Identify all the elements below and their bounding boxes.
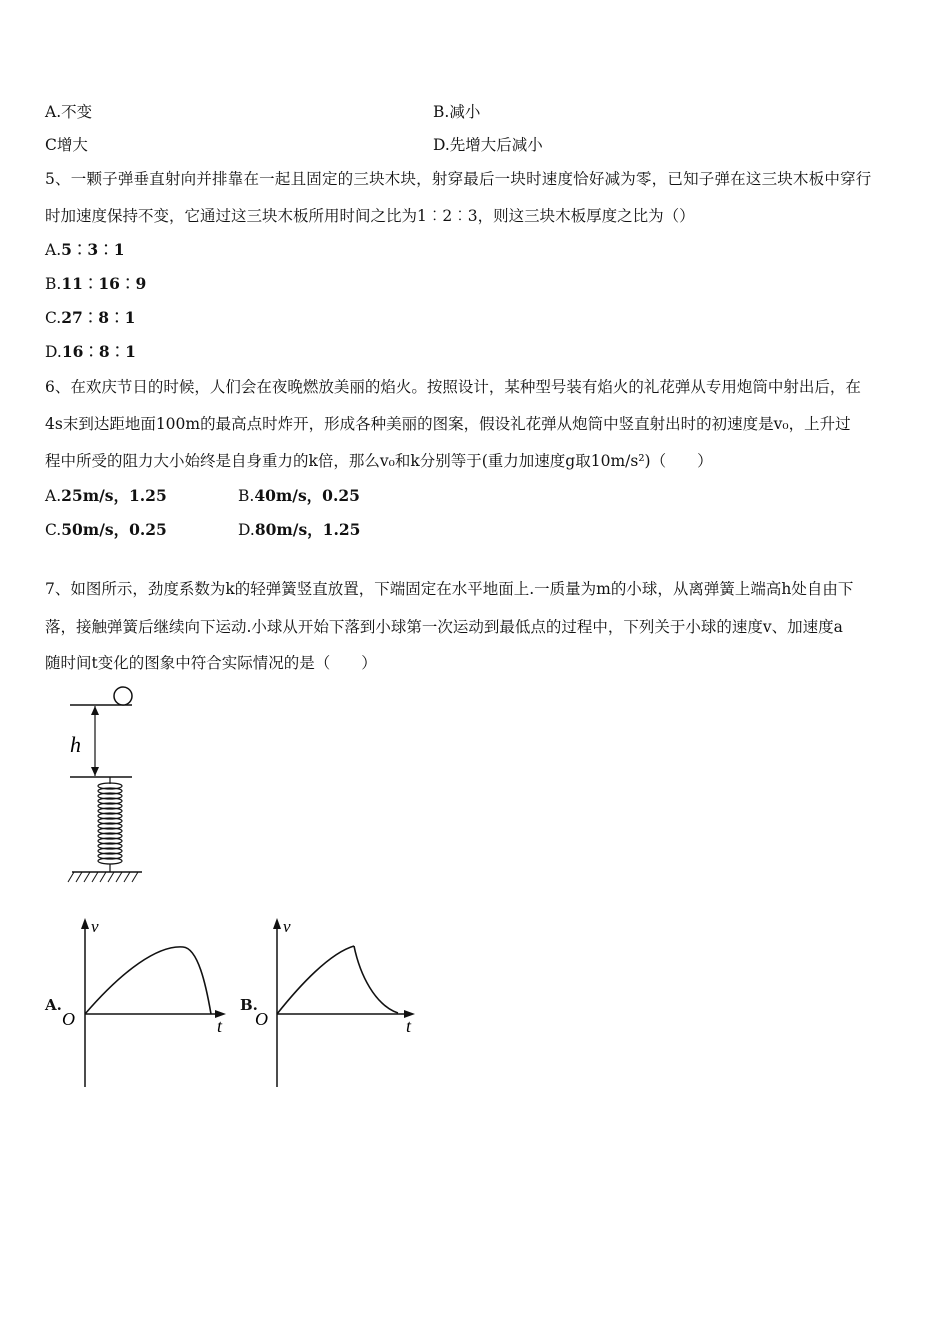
height-label: h [70, 732, 81, 757]
graph-a-option-label: A. [45, 996, 62, 1014]
q6-stem-line1: 6、在欢庆节日的时候，人们会在夜晚燃放美丽的焰火。按照设计，某种型号装有焰火的礼花弹从专用炮筒中射出后，在 [45, 378, 861, 396]
q5-option-c: C.27︰8︰1 [45, 308, 136, 327]
graph-b-fall-curve [354, 946, 398, 1013]
spring-coils [98, 783, 122, 864]
q6-option-d: D.80m/s，1.25 [238, 520, 361, 539]
q5-stem-line2: 时加速度保持不变，它通过这三块木板所用时间之比为1︰2︰3，则这三块木板厚度之比为（） [45, 207, 695, 225]
ground-hatch [68, 872, 138, 882]
graph-b-origin-label: O [255, 1009, 268, 1029]
graph-b-t-label: t [406, 1016, 412, 1036]
q4-option-a: A.不变 [45, 103, 93, 121]
graph-a-curve [85, 947, 211, 1014]
q5-stem-line1: 5、一颗子弹垂直射向并排靠在一起且固定的三块木块，射穿最后一块时速度恰好减为零，已知子弹在这三块木板中穿行 [45, 170, 872, 188]
graph-a-v-label: v [91, 917, 99, 936]
graph-a-origin-label: O [62, 1009, 75, 1029]
q4-option-b: B.减小 [433, 103, 481, 121]
q7-stem-line1: 7、如图所示，劲度系数为k的轻弹簧竖直放置，下端固定在水平地面上.一质量为m的小球，从离弹簧上端高h处自由下 [45, 580, 854, 598]
q6-stem-line3: 程中所受的阻力大小始终是自身重力的k倍，那么v₀和k分别等于(重力加速度g取10m/s²)（ ） [45, 452, 713, 470]
q7-stem-line2: 落，接触弹簧后继续向下运动.小球从开始下落到小球第一次运动到最低点的过程中，下列关于小球的速度v、加速度a [45, 618, 843, 636]
q6-option-b: B.40m/s，0.25 [238, 486, 360, 505]
spring-ball-figure [60, 682, 160, 887]
q4-option-c: C增大 [45, 136, 88, 154]
q6-option-a: A.25m/s，1.25 [45, 486, 167, 505]
graph-a-t-label: t [217, 1016, 223, 1036]
q4-option-d: D.先增大后减小 [433, 136, 543, 154]
q7-stem-line3: 随时间t变化的图象中符合实际情况的是（ ） [45, 654, 377, 672]
graph-b-rise-curve [277, 946, 354, 1014]
q6-stem-line2: 4s末到达距地面100m的最高点时炸开，形成各种美丽的图案，假设礼花弹从炮筒中竖直射出时的初速度是v₀，上升过 [45, 415, 851, 433]
graph-a [58, 915, 233, 1090]
graph-b-v-label: v [283, 917, 291, 936]
q5-option-b: B.11︰16︰9 [45, 274, 147, 293]
graph-b-option-label: B. [240, 996, 258, 1014]
q5-option-d: D.16︰8︰1 [45, 342, 136, 361]
q6-option-c: C.50m/s，0.25 [45, 520, 167, 539]
graph-b [250, 915, 425, 1090]
ball [114, 687, 132, 705]
q5-option-a: A.5︰3︰1 [45, 240, 125, 259]
